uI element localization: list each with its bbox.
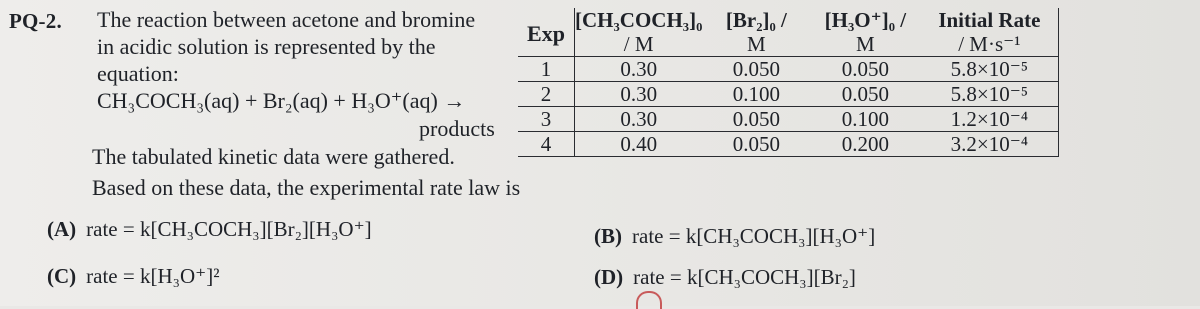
header-h3o-unit: M [856, 32, 875, 56]
question-stem-line-3: equation: [97, 61, 179, 86]
br2-conc: 0.050 [702, 57, 810, 82]
exp-number: 4 [518, 132, 575, 157]
question-prompt: Based on these data, the experimental rate law is [92, 175, 521, 200]
option-c[interactable] [47, 264, 220, 289]
table-row [518, 82, 1059, 107]
reaction-equation: CH₃COCH₃(aq) + Br₂(aq) + H₃O⁺(aq) → [97, 88, 466, 113]
table-row [518, 57, 1059, 82]
option-b-text: rate = k[CH₃COCH₃][H₃O⁺] [632, 224, 876, 248]
exp-number: 1 [518, 57, 575, 82]
option-b-label: (B) [594, 224, 622, 248]
option-d[interactable] [594, 265, 856, 290]
header-h3o: [H₃O⁺]₀ / [824, 8, 907, 32]
header-br2-unit: M [747, 32, 766, 56]
br2-conc: 0.050 [702, 132, 810, 157]
pen-mark [636, 291, 662, 309]
table-row [518, 107, 1059, 132]
question-stem-line-6: The tabulated kinetic data were gathered. [92, 144, 455, 169]
option-c-text: rate = k[H₃O⁺]² [86, 264, 220, 288]
h3o-conc: 0.100 [810, 107, 920, 132]
acetone-conc: 0.30 [575, 57, 703, 82]
option-d-label: (D) [594, 265, 624, 289]
h3o-conc: 0.050 [810, 82, 920, 107]
header-rate: Initial Rate [920, 8, 1059, 32]
h3o-conc: 0.050 [810, 57, 920, 82]
initial-rate: 3.2×10⁻⁴ [920, 132, 1059, 157]
exp-number: 2 [518, 82, 575, 107]
option-a-label: (A) [47, 217, 77, 241]
initial-rate: 5.8×10⁻⁵ [920, 57, 1059, 82]
br2-conc: 0.100 [702, 82, 810, 107]
initial-rate: 1.2×10⁻⁴ [920, 107, 1059, 132]
exp-number: 3 [518, 107, 575, 132]
header-rate-unit: / M·s⁻¹ [920, 32, 1059, 57]
acetone-conc: 0.30 [575, 82, 703, 107]
table-row [518, 132, 1059, 157]
option-a-text: rate = k[CH₃COCH₃][Br₂][H₃O⁺] [86, 217, 372, 241]
acetone-conc: 0.40 [575, 132, 703, 157]
header-acetone: [CH₃COCH₃]₀ [575, 8, 703, 32]
header-exp: Exp [518, 8, 575, 57]
initial-rate: 5.8×10⁻⁵ [920, 82, 1059, 107]
h3o-conc: 0.200 [810, 132, 920, 157]
option-a[interactable] [47, 217, 372, 242]
br2-conc: 0.050 [702, 107, 810, 132]
header-acetone-unit: / M [623, 32, 654, 56]
acetone-conc: 0.30 [575, 107, 703, 132]
question-stem-line-1: The reaction between acetone and bromine [97, 7, 476, 32]
question-stem-line-2: in acidic solution is represented by the [97, 34, 436, 59]
kinetic-data-table [518, 8, 1059, 157]
question-number: PQ-2. [9, 9, 62, 33]
option-b[interactable] [594, 224, 875, 249]
header-br2: [Br₂]₀ / [725, 8, 787, 32]
option-c-label: (C) [47, 264, 77, 288]
option-d-text: rate = k[CH₃COCH₃][Br₂] [633, 265, 856, 289]
reaction-products: products [419, 116, 495, 141]
